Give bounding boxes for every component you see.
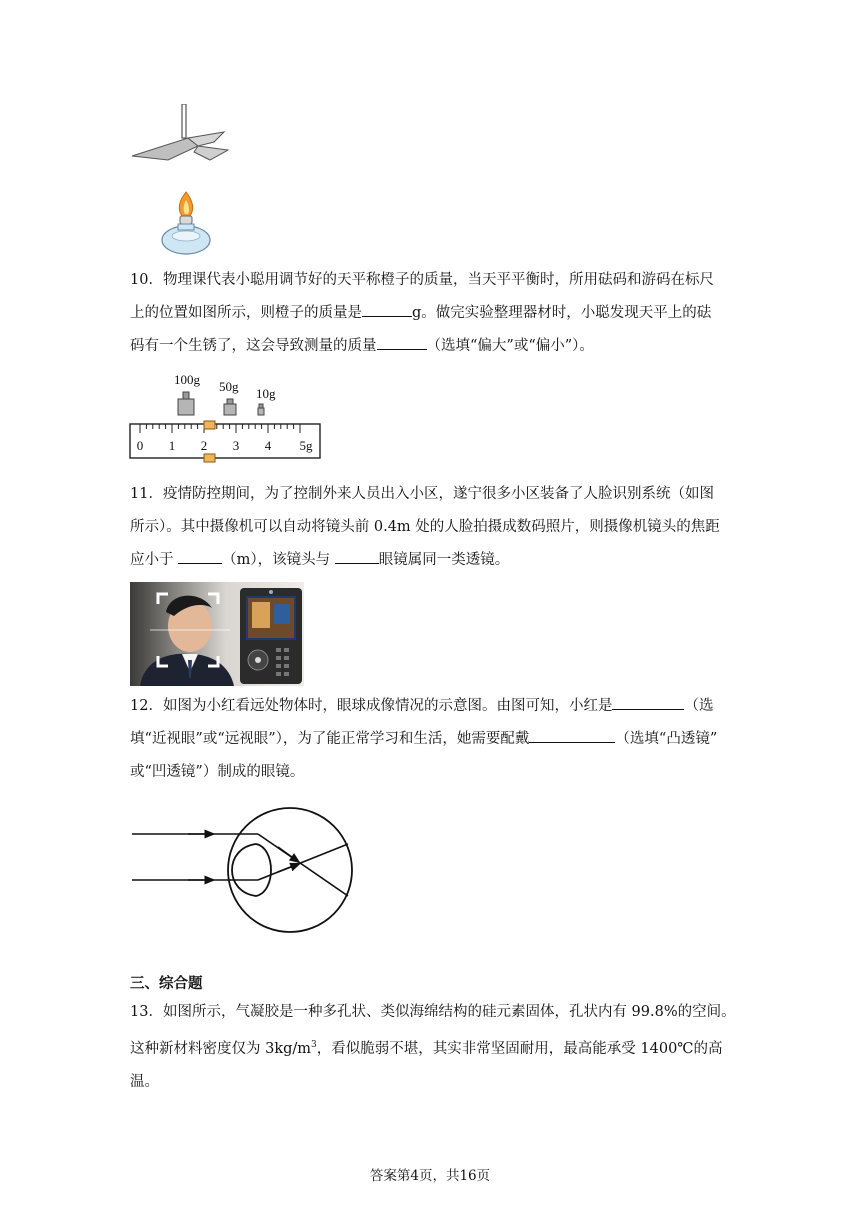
page-footer: 答案第4页，共16页 xyxy=(369,1168,491,1184)
q11-focal-answer-blank[interactable] xyxy=(178,547,222,564)
q13-line-1: 13．如图所示，气凝胶是一种多孔状、类似海绵结构的硅元素固体，孔状内有 99.8%的空间。 xyxy=(130,1004,736,1020)
scale-tick-label-5g: 5g xyxy=(299,438,313,453)
q10-line-2: 上的位置如图所示，则橙子的质量是 g。做完实验整理器材时，小聪发现天平上的砝 xyxy=(130,297,730,330)
scale-tick-label-1: 1 xyxy=(168,438,176,453)
q12-line-1: 12．如图为小红看远处物体时，眼球成像情况的示意图。由图可知，小红是 （选 xyxy=(130,690,730,723)
q11-line-2: 所示）。其中摄像机可以自动将镜头前 0.4m 处的人脸拍摄成数码照片，则摄像机镜头的焦距 xyxy=(130,519,720,535)
weight-label-50g: 50g xyxy=(219,379,239,394)
weight-100g xyxy=(178,399,194,415)
weight-50g xyxy=(224,404,236,415)
balance-scale-figure xyxy=(128,368,324,466)
eye-lens xyxy=(232,844,271,896)
q10-effect-answer-blank[interactable] xyxy=(377,333,427,350)
scale-ruler xyxy=(130,424,320,458)
q11-lens-answer-blank[interactable] xyxy=(335,547,379,564)
question-11 xyxy=(130,478,730,577)
eyeball-circle xyxy=(228,808,352,932)
weight-10g xyxy=(258,408,264,415)
scale-tick-label-4: 4 xyxy=(264,438,272,453)
weight-label-100g: 100g xyxy=(174,372,200,387)
q12-lens-type-answer-blank[interactable] xyxy=(529,726,615,743)
question-12 xyxy=(130,690,730,789)
q10-line-1: 10．物理课代表小聪用调节好的天平称橙子的质量，当天平平衡时，所用砝码和游码在标尺 xyxy=(130,272,714,288)
question-13 xyxy=(130,996,736,1099)
eye-diagram xyxy=(128,798,358,948)
q10-line-3: 码有一个生锈了，这会导致测量的质量 （选填“偏大”或“偏小”）。 xyxy=(130,330,730,363)
q12-eye-type-answer-blank[interactable] xyxy=(612,693,684,710)
q12-line-3: 或“凹透镜”）制成的眼镜。 xyxy=(130,764,305,780)
q10-mass-answer-blank[interactable] xyxy=(362,300,412,317)
q11-line-3: 应小于 （m），该镜头与 眼镜属同一类透镜。 xyxy=(130,544,730,577)
scale-tick-label-0: 0 xyxy=(136,438,144,453)
rider-bottom xyxy=(204,454,215,462)
q13-line-2: 这种新材料密度仅为 $3kg/m^3$，看似脆弱不堪，其实非常坚固耐用，最高能承受 1400℃的高 xyxy=(130,1040,723,1057)
scale-tick-label-3: 3 xyxy=(232,438,240,453)
q11-line-1: 11．疫情防控期间，为了控制外来人员出入小区，遂宁很多小区装备了人脸识别系统（如图 xyxy=(130,486,714,502)
rider-top xyxy=(204,421,215,429)
section-heading-comprehensive: 三、综合题 xyxy=(130,976,203,992)
q12-line-2: 填“近视眼”或“远视眼”），为了能正常学习和生活，她需要配戴 （选填“凸透镜” xyxy=(130,723,730,756)
tripod-gauze-figure xyxy=(128,104,238,168)
q13-line-3: 温。 xyxy=(130,1073,159,1090)
scale-tick-label-2: 2 xyxy=(200,438,208,453)
alcohol-lamp-figure xyxy=(158,190,214,258)
weight-label-10g: 10g xyxy=(256,386,276,401)
face-recognition-photo xyxy=(130,582,304,686)
question-10 xyxy=(130,264,730,363)
